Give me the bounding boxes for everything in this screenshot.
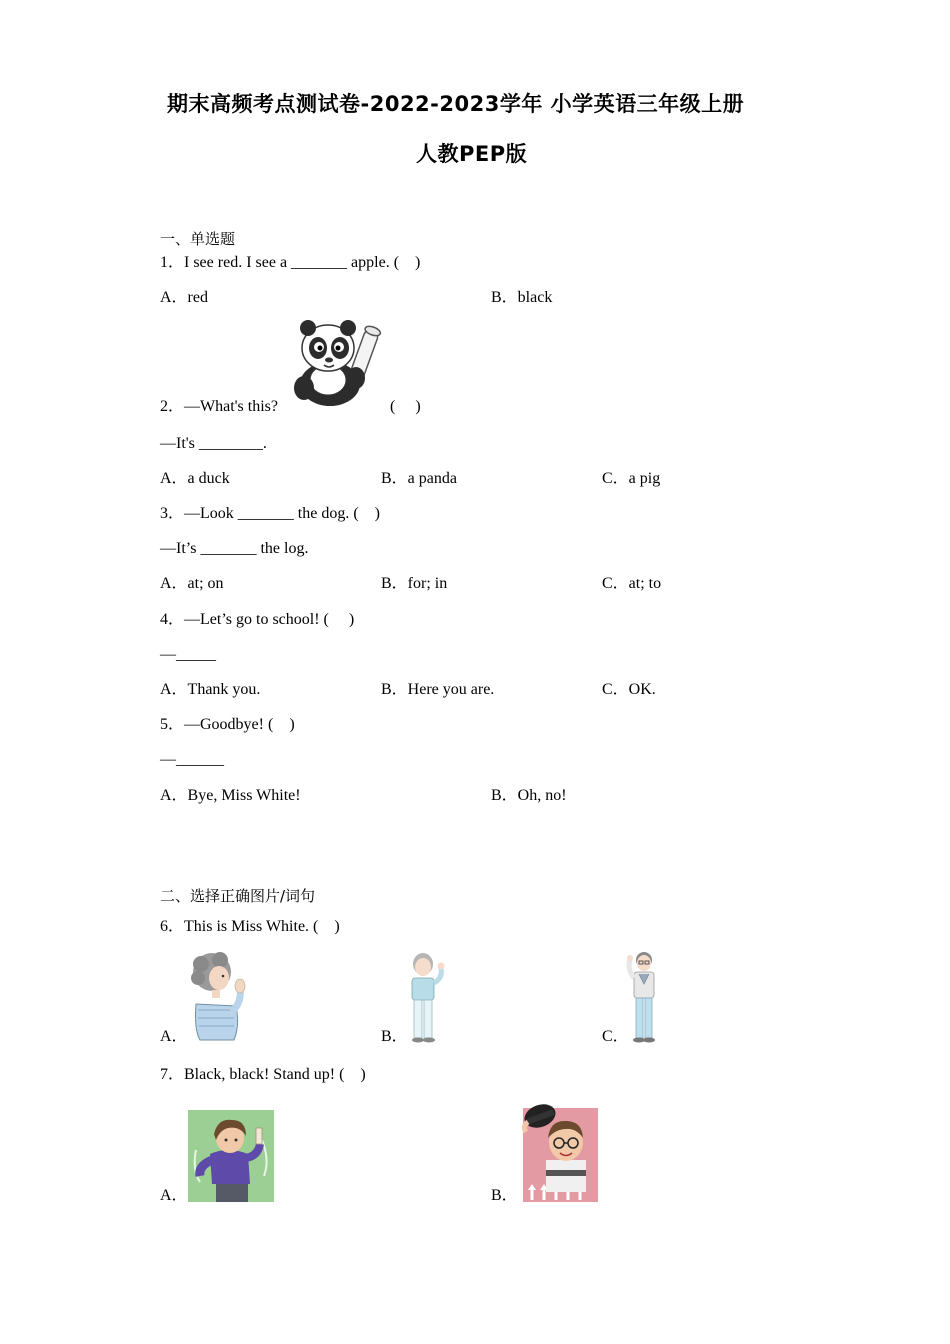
- panda-icon: [290, 318, 385, 410]
- q4-stem: 4．—Let’s go to school! ( ): [160, 611, 355, 628]
- q5-stem: 5．—Goodbye! ( ): [160, 716, 295, 733]
- q3-stem: 3．—Look _______ the dog. ( ): [160, 505, 380, 522]
- q7-option-a[interactable]: A．: [160, 1187, 188, 1204]
- old-woman-waving-icon[interactable]: [186, 950, 254, 1042]
- boy-with-black-crayon-icon[interactable]: [518, 1096, 600, 1204]
- q1-option-a[interactable]: A．red: [160, 289, 208, 306]
- q2-option-c[interactable]: C．a pig: [602, 470, 661, 487]
- q3-option-c[interactable]: C．at; to: [602, 575, 662, 592]
- man-waving-icon[interactable]: [624, 950, 664, 1044]
- section2-heading: 二、选择正确图片/词句: [160, 887, 316, 905]
- q2-paren: ( ): [390, 398, 421, 415]
- q6-option-b[interactable]: B．: [381, 1028, 408, 1045]
- q1-stem: 1．I see red. I see a _______ apple. ( ): [160, 254, 421, 271]
- q6-option-a[interactable]: A．: [160, 1028, 188, 1045]
- q7-option-b[interactable]: B．: [491, 1187, 518, 1204]
- q3-option-a[interactable]: A．at; on: [160, 575, 224, 592]
- q4-option-b[interactable]: B．Here you are.: [381, 681, 495, 698]
- q5-option-a[interactable]: A．Bye, Miss White!: [160, 787, 301, 804]
- q4-answer-line: —_____: [160, 646, 216, 663]
- q4-option-c[interactable]: C．OK.: [602, 681, 656, 698]
- q2-answer-line: —It's ________.: [160, 435, 267, 452]
- q2-option-a[interactable]: A．a duck: [160, 470, 230, 487]
- exam-title-line2: 人教PEP版: [416, 142, 528, 166]
- girl-with-crayon-icon[interactable]: [188, 1110, 274, 1202]
- q3-option-b[interactable]: B．for; in: [381, 575, 448, 592]
- q6-option-c[interactable]: C．: [602, 1028, 629, 1045]
- q5-answer-line: —______: [160, 751, 224, 768]
- q2-option-b[interactable]: B．a panda: [381, 470, 457, 487]
- q4-option-a[interactable]: A．Thank you.: [160, 681, 261, 698]
- q2-stem: 2．—What's this?: [160, 398, 278, 415]
- q7-stem: 7．Black, black! Stand up! ( ): [160, 1066, 366, 1083]
- q6-stem: 6．This is Miss White. ( ): [160, 918, 340, 935]
- boy-waving-icon[interactable]: [403, 950, 449, 1044]
- section1-heading: 一、单选题: [160, 230, 236, 248]
- exam-title-line1: 期末高频考点测试卷-2022-2023学年 小学英语三年级上册: [167, 92, 745, 116]
- q3-answer-line: —It’s _______ the log.: [160, 540, 309, 557]
- q1-option-b[interactable]: B．black: [491, 289, 553, 306]
- q5-option-b[interactable]: B．Oh, no!: [491, 787, 567, 804]
